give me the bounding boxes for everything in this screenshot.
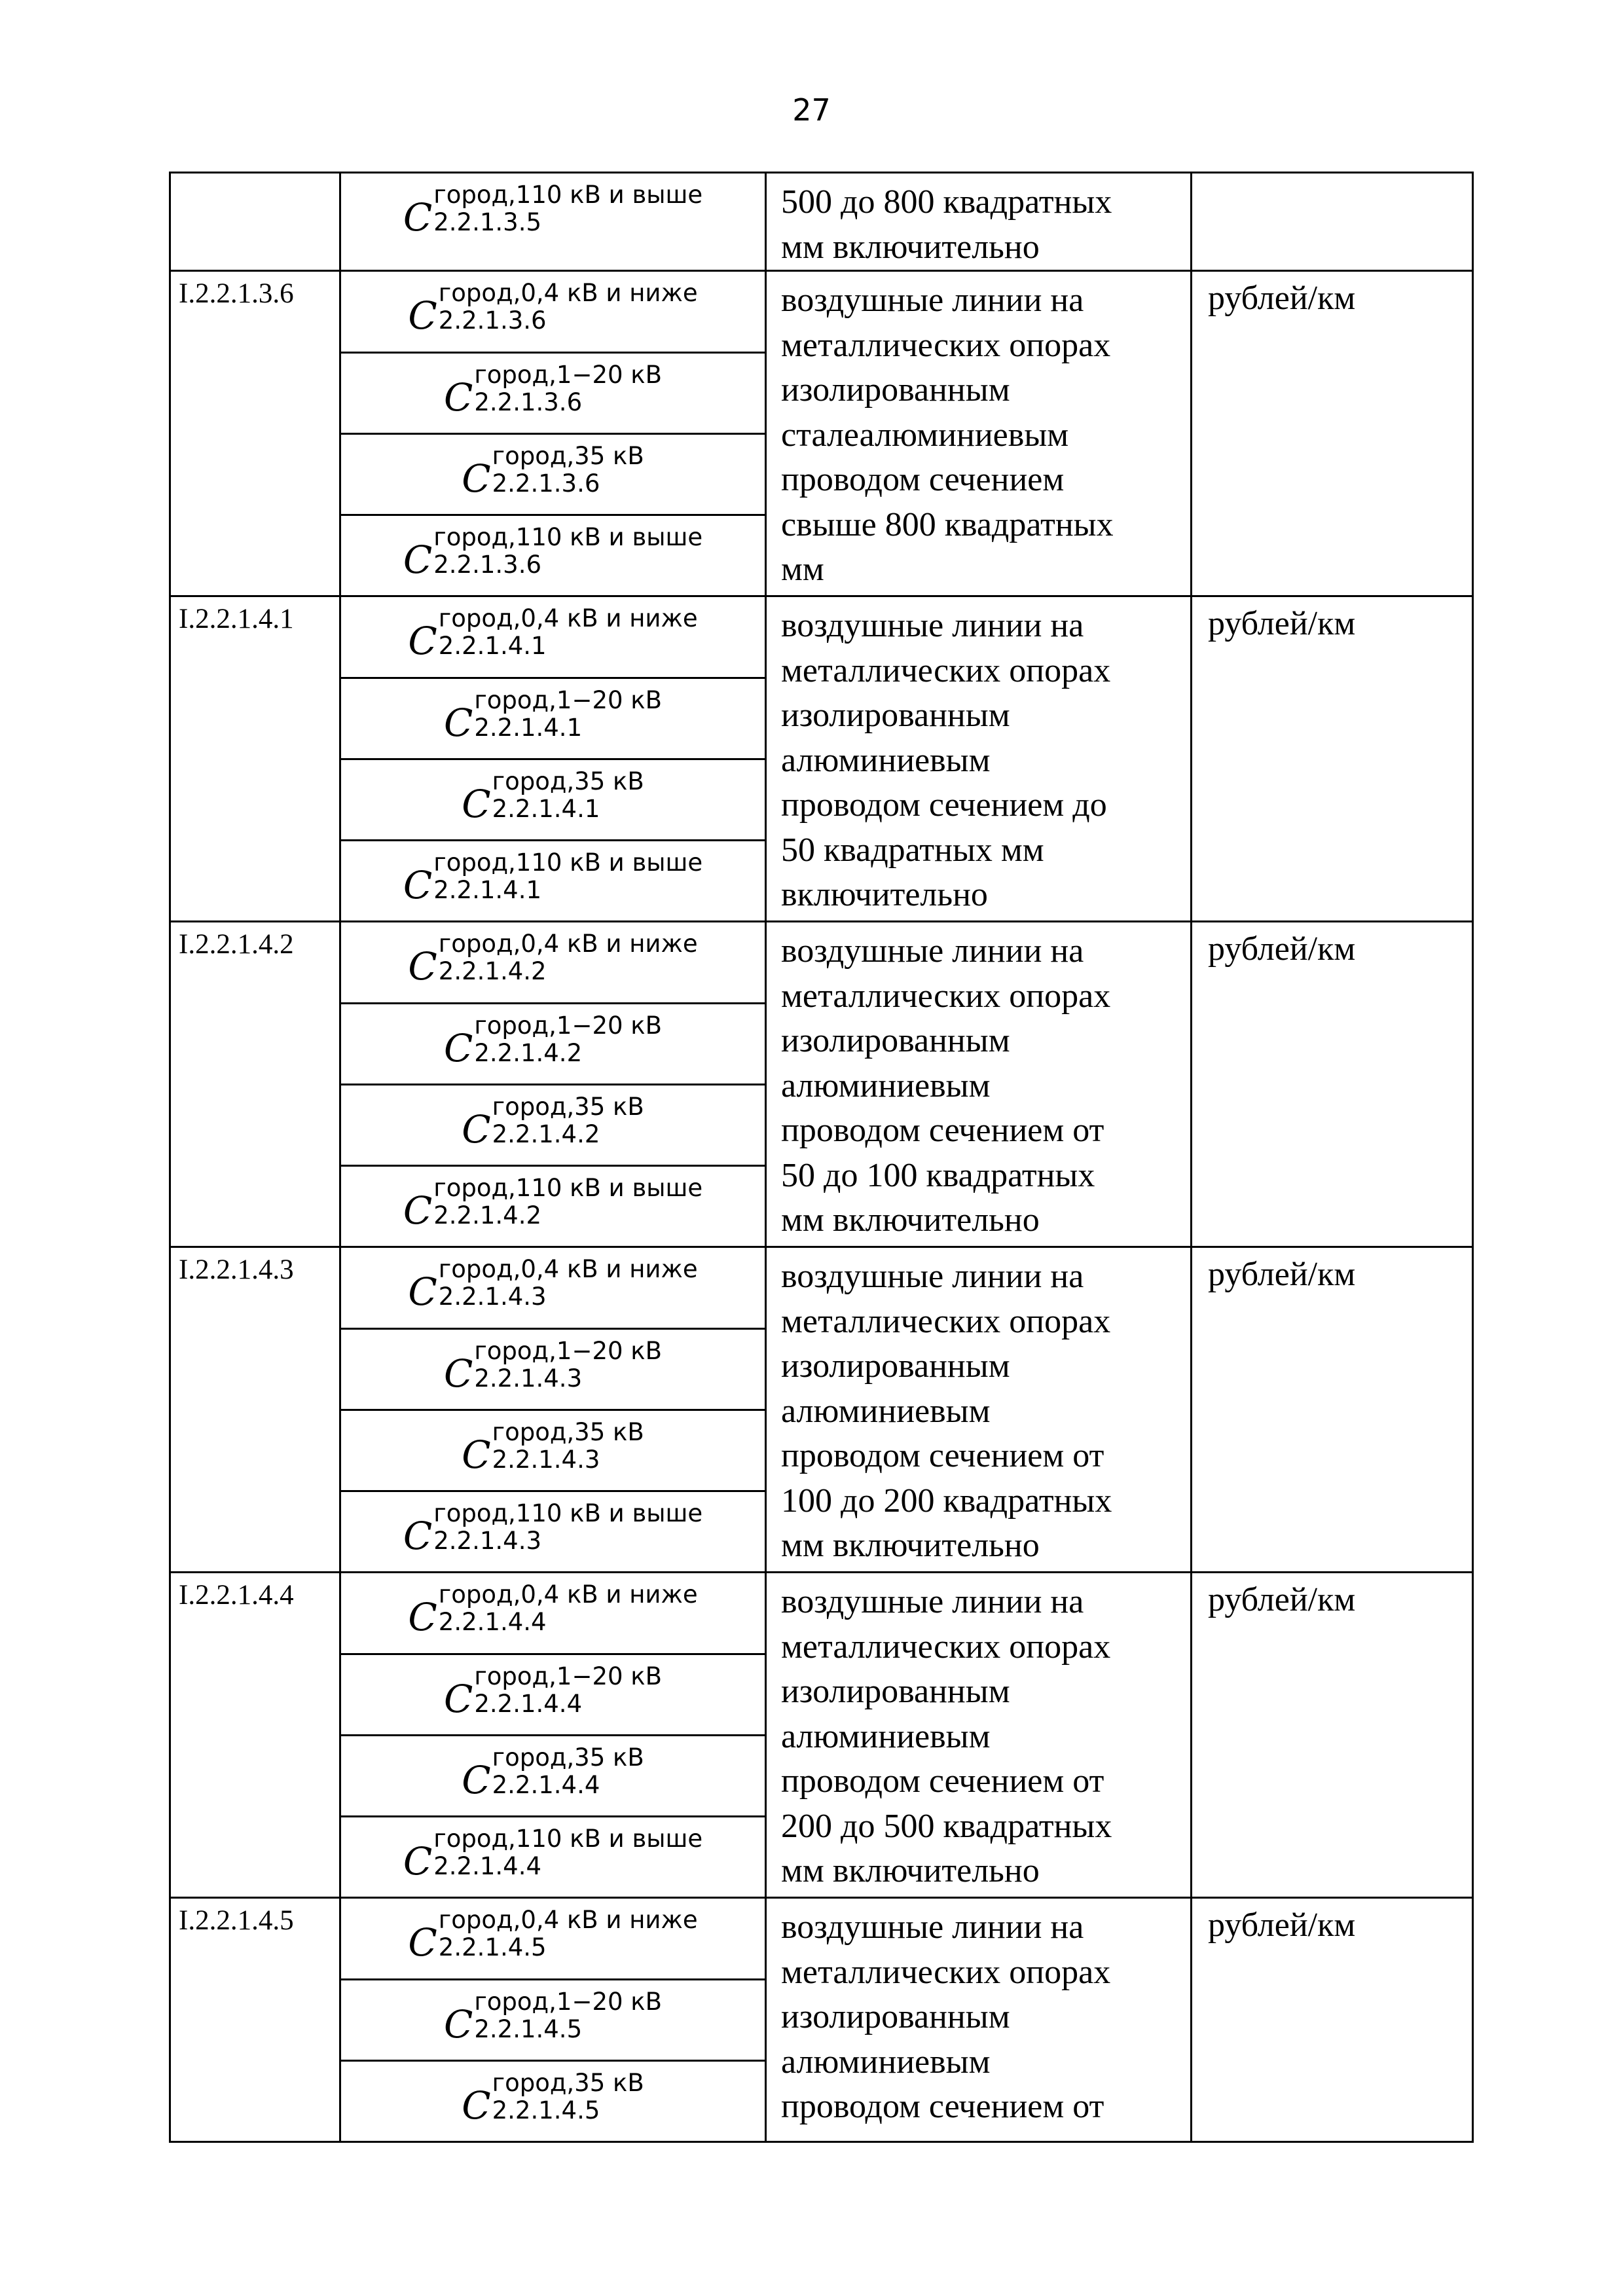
rate-symbol-cell: [340, 271, 766, 353]
description-line: проводом сечением от: [781, 2088, 1104, 2125]
rate-formula: [341, 605, 765, 670]
formula-superscript: город,1−20 кВ: [474, 1337, 663, 1365]
formula-subscript: 2.2.1.4.3: [438, 1283, 547, 1311]
formula-subscript: 2.2.1.4.4: [492, 1771, 600, 1799]
description-line: 50 до 100 квадратных: [781, 1156, 1095, 1194]
rate-symbol-cell: [340, 596, 766, 678]
formula-subscript: 2.2.1.3.6: [433, 551, 541, 579]
formula-superscript: город,35 кВ: [492, 2069, 644, 2097]
rate-formula: [341, 443, 765, 508]
formula-subscript: 2.2.1.3.5: [433, 208, 541, 236]
description-line: 100 до 200 квадратных: [781, 1482, 1112, 1520]
rate-formula: [341, 1256, 765, 1321]
formula-subscript: 2.2.1.4.2: [433, 1201, 541, 1230]
formula-subscript: 2.2.1.4.5: [492, 2096, 600, 2124]
formula-base: C: [408, 293, 437, 338]
table-row: [170, 1898, 1473, 1980]
tariff-table: [169, 172, 1474, 2143]
description-line: 50 квадратных мм: [781, 831, 1044, 869]
table-row: [170, 271, 1473, 353]
formula-superscript: город,110 кВ и выше: [433, 523, 703, 551]
row-code-cell: I.2.2.1.4.2: [170, 922, 340, 1247]
formula-superscript: город,1−20 кВ: [474, 1662, 663, 1690]
formula-superscript: город,1−20 кВ: [474, 361, 663, 389]
rate-symbol-cell: [340, 1247, 766, 1329]
rate-formula: [341, 1500, 765, 1565]
formula-base: C: [462, 782, 491, 826]
formula-superscript: город,35 кВ: [492, 442, 644, 470]
formula-subscript: 2.2.1.4.2: [474, 1039, 583, 1067]
row-unit-cell: рублей/км: [1192, 271, 1473, 596]
rate-symbol-cell: [340, 173, 766, 271]
formula-base: C: [403, 863, 433, 907]
description-line: изолированным: [781, 371, 1010, 409]
formula-superscript: город,0,4 кВ и ниже: [438, 1906, 698, 1934]
row-description-cell: [766, 596, 1192, 922]
formula-superscript: город,0,4 кВ и ниже: [438, 930, 698, 958]
row-unit-cell: рублей/км: [1192, 596, 1473, 922]
table-row: [170, 1247, 1473, 1329]
row-code-cell: I.2.2.1.4.5: [170, 1898, 340, 2142]
rate-symbol-cell: [340, 515, 766, 596]
rate-formula: [341, 1744, 765, 1810]
formula-base: C: [462, 2083, 491, 2128]
description-line: алюминиевым: [781, 1066, 991, 1104]
rate-symbol-cell: [340, 1166, 766, 1247]
rate-formula: [341, 361, 765, 427]
formula-superscript: город,0,4 кВ и ниже: [438, 1255, 698, 1283]
formula-subscript: 2.2.1.4.3: [474, 1364, 583, 1393]
table-row: [170, 922, 1473, 1004]
rate-formula: [341, 1906, 765, 1972]
rate-formula: [341, 181, 765, 247]
formula-superscript: город,110 кВ и выше: [433, 1174, 703, 1202]
description-line: проводом сечением от: [781, 1437, 1104, 1474]
description-line: металлических опорах: [781, 1302, 1111, 1340]
formula-superscript: город,35 кВ: [492, 767, 644, 795]
formula-superscript: город,110 кВ и выше: [433, 1499, 703, 1527]
formula-base: C: [462, 456, 491, 501]
rate-formula: [341, 930, 765, 996]
description-line: 200 до 500 квадратных: [781, 1807, 1112, 1845]
row-unit-cell: [1192, 173, 1473, 271]
description-line: алюминиевым: [781, 1392, 991, 1430]
description-line: изолированным: [781, 1998, 1010, 2035]
formula-subscript: 2.2.1.4.4: [474, 1690, 583, 1718]
description-line: свыше 800 квадратных: [781, 505, 1114, 543]
rate-formula: [341, 1581, 765, 1647]
rate-symbol-cell: [340, 1004, 766, 1085]
rate-formula: [341, 280, 765, 345]
formula-base: C: [408, 619, 437, 663]
description-line: мм включительно: [781, 1201, 1040, 1239]
rate-formula: [341, 1825, 765, 1891]
description-line: изолированным: [781, 1347, 1010, 1385]
description-line: мм включительно: [781, 1527, 1040, 1564]
formula-superscript: город,35 кВ: [492, 1093, 644, 1121]
rate-formula: [341, 849, 765, 915]
description-line: проводом сечением: [781, 461, 1065, 498]
formula-subscript: 2.2.1.3.6: [474, 388, 583, 416]
formula-base: C: [462, 1758, 491, 1802]
formula-subscript: 2.2.1.3.6: [438, 306, 547, 335]
rate-symbol-cell: [340, 1410, 766, 1491]
formula-superscript: город,110 кВ и выше: [433, 1825, 703, 1853]
row-description-cell: [766, 1573, 1192, 1898]
formula-subscript: 2.2.1.4.5: [438, 1933, 547, 1961]
rate-symbol-cell: [340, 1654, 766, 1736]
table-row: [170, 173, 1473, 271]
row-unit-cell: рублей/км: [1192, 1573, 1473, 1898]
formula-subscript: 2.2.1.4.1: [438, 632, 547, 660]
description-line: мм: [781, 551, 824, 588]
formula-base: C: [462, 1432, 491, 1477]
formula-subscript: 2.2.1.4.2: [492, 1120, 600, 1148]
formula-superscript: город,35 кВ: [492, 1418, 644, 1446]
description-line: воздушные линии на: [781, 1258, 1084, 1295]
description-line: металлических опорах: [781, 977, 1111, 1015]
formula-base: C: [403, 1188, 433, 1233]
rate-formula: [341, 1988, 765, 2054]
rate-symbol-cell: [340, 1736, 766, 1817]
description-line: 500 до 800 квадратных: [781, 183, 1112, 221]
formula-base: C: [408, 1269, 437, 1314]
formula-base: C: [462, 1107, 491, 1152]
row-unit-cell: рублей/км: [1192, 1898, 1473, 2142]
formula-base: C: [443, 1026, 473, 1070]
formula-base: C: [408, 1920, 437, 1965]
description-line: мм включительно: [781, 1852, 1040, 1889]
formula-superscript: город,0,4 кВ и ниже: [438, 1580, 698, 1609]
row-code-cell: I.2.2.1.4.3: [170, 1247, 340, 1573]
description-line: сталеалюминиевым: [781, 416, 1069, 454]
description-line: проводом сечением от: [781, 1762, 1104, 1800]
formula-base: C: [443, 2002, 473, 2047]
description-line: металлических опорах: [781, 1953, 1111, 1991]
formula-base: C: [408, 944, 437, 989]
rate-formula: [341, 1093, 765, 1159]
row-description-cell: [766, 271, 1192, 596]
rate-formula: [341, 2069, 765, 2135]
description-line: воздушные линии на: [781, 932, 1084, 970]
formula-subscript: 2.2.1.4.4: [438, 1608, 547, 1636]
description-line: проводом сечением до: [781, 786, 1107, 824]
description-line: металлических опорах: [781, 326, 1111, 364]
row-description-cell: [766, 1898, 1192, 2142]
rate-formula: [341, 1338, 765, 1403]
formula-superscript: город,0,4 кВ и ниже: [438, 604, 698, 632]
formula-superscript: город,1−20 кВ: [474, 1988, 663, 2016]
description-line: металлических опорах: [781, 651, 1111, 689]
description-line: алюминиевым: [781, 1717, 991, 1755]
formula-subscript: 2.2.1.4.2: [438, 957, 547, 985]
formula-base: C: [443, 701, 473, 745]
row-description-cell: [766, 1247, 1192, 1573]
rate-symbol-cell: [340, 1491, 766, 1573]
rate-symbol-cell: [340, 434, 766, 515]
rate-symbol-cell: [340, 841, 766, 922]
formula-base: C: [408, 1595, 437, 1639]
table-body: [170, 173, 1473, 2142]
description-line: мм включительно: [781, 228, 1040, 266]
formula-base: C: [443, 1677, 473, 1721]
formula-base: C: [403, 1514, 433, 1558]
row-code-cell: [170, 173, 340, 271]
rate-formula: [341, 524, 765, 589]
rate-formula: [341, 1419, 765, 1484]
formula-base: C: [403, 1839, 433, 1884]
formula-superscript: город,110 кВ и выше: [433, 181, 703, 209]
formula-subscript: 2.2.1.4.3: [492, 1446, 600, 1474]
rate-symbol-cell: [340, 759, 766, 841]
rate-symbol-cell: [340, 678, 766, 759]
row-description-cell: [766, 922, 1192, 1247]
description-line: изолированным: [781, 1022, 1010, 1059]
formula-superscript: город,35 кВ: [492, 1743, 644, 1772]
rate-symbol-cell: [340, 1980, 766, 2061]
row-unit-cell: рублей/км: [1192, 1247, 1473, 1573]
formula-superscript: город,1−20 кВ: [474, 1011, 663, 1040]
formula-superscript: город,1−20 кВ: [474, 686, 663, 714]
formula-subscript: 2.2.1.4.5: [474, 2015, 583, 2043]
rate-formula: [341, 1663, 765, 1728]
formula-subscript: 2.2.1.4.1: [474, 714, 583, 742]
formula-subscript: 2.2.1.4.1: [492, 795, 600, 823]
formula-superscript: город,0,4 кВ и ниже: [438, 279, 698, 307]
formula-subscript: 2.2.1.4.3: [433, 1527, 541, 1555]
rate-symbol-cell: [340, 1898, 766, 1980]
rate-formula: [341, 768, 765, 833]
rate-formula: [341, 1175, 765, 1240]
description-line: воздушные линии на: [781, 1908, 1084, 1946]
table-row: [170, 1573, 1473, 1654]
formula-subscript: 2.2.1.3.6: [492, 469, 600, 498]
rate-symbol-cell: [340, 353, 766, 434]
description-line: воздушные линии на: [781, 282, 1084, 319]
row-unit-cell: рублей/км: [1192, 922, 1473, 1247]
description-line: изолированным: [781, 1673, 1010, 1710]
table-row: [170, 596, 1473, 678]
rate-symbol-cell: [340, 1573, 766, 1654]
description-line: включительно: [781, 876, 988, 913]
formula-base: C: [403, 538, 433, 582]
row-code-cell: I.2.2.1.3.6: [170, 271, 340, 596]
rate-formula: [341, 1012, 765, 1078]
rate-symbol-cell: [340, 1085, 766, 1166]
formula-subscript: 2.2.1.4.1: [433, 876, 541, 904]
description-line: проводом сечением от: [781, 1112, 1104, 1149]
row-code-cell: I.2.2.1.4.4: [170, 1573, 340, 1898]
formula-subscript: 2.2.1.4.4: [433, 1852, 541, 1880]
formula-base: C: [443, 375, 473, 420]
row-code-cell: I.2.2.1.4.1: [170, 596, 340, 922]
description-line: воздушные линии на: [781, 607, 1084, 644]
rate-symbol-cell: [340, 1817, 766, 1898]
description-line: алюминиевым: [781, 741, 991, 779]
description-line: воздушные линии на: [781, 1583, 1084, 1620]
formula-base: C: [443, 1351, 473, 1396]
rate-symbol-cell: [340, 2061, 766, 2142]
row-description-cell: [766, 173, 1192, 271]
description-line: алюминиевым: [781, 2043, 991, 2081]
rate-symbol-cell: [340, 1329, 766, 1410]
description-line: металлических опорах: [781, 1628, 1111, 1666]
rate-symbol-cell: [340, 922, 766, 1004]
page-number: 27: [792, 92, 831, 128]
formula-superscript: город,110 кВ и выше: [433, 848, 703, 877]
formula-base: C: [403, 195, 433, 240]
rate-formula: [341, 687, 765, 752]
description-line: изолированным: [781, 697, 1010, 734]
